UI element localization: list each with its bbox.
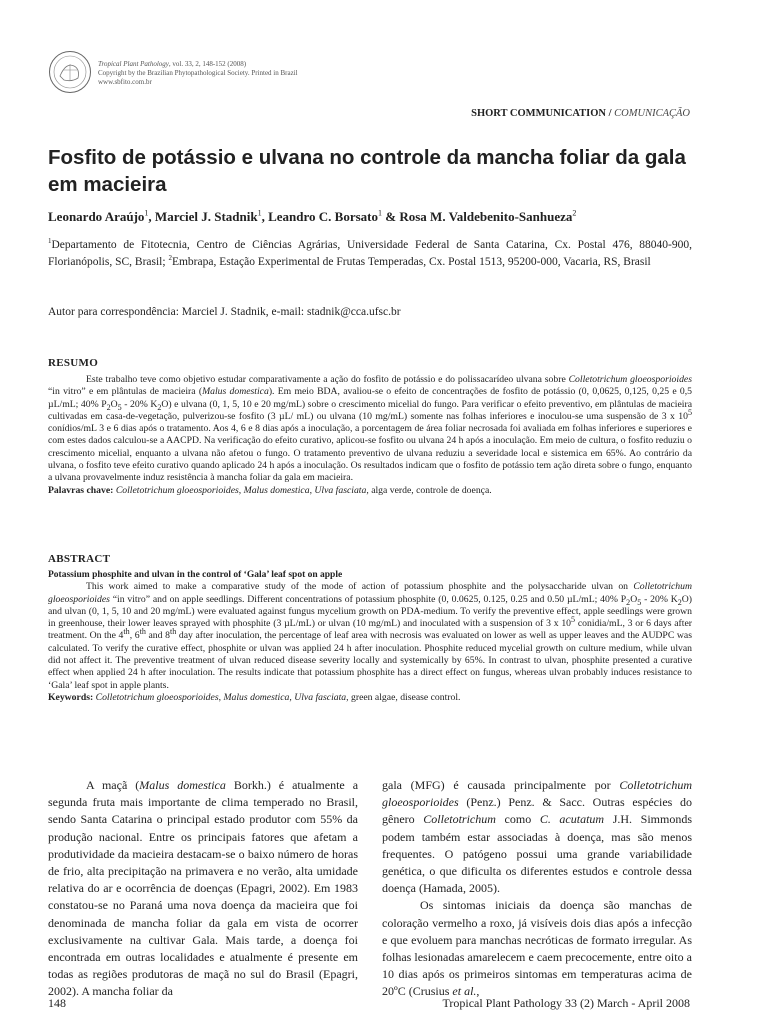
author-sup: 1 xyxy=(378,208,383,218)
resumo-body xyxy=(48,374,692,497)
section-type-en: SHORT COMMUNICATION xyxy=(471,108,606,119)
author-sup: 1 xyxy=(257,208,262,218)
journal-url: www.sbfito.com.br xyxy=(98,78,152,86)
correspondence: Autor para correspondência: Marciel J. Stadnik, e-mail: stadnik@cca.ufsc.br xyxy=(48,306,401,318)
section-type-pt: COMUNICAÇÃO xyxy=(614,108,690,119)
section-type-sep: / xyxy=(605,108,615,119)
affiliation-1: Departamento de Fitotecnia, Centro de Ciências Agrárias, Universidade Federal de Santa Catarina, Cx. Postal 476, 88040-900, Florianópolis, SC, Brasil; xyxy=(48,239,692,268)
aff-sup: 1 xyxy=(48,237,52,246)
author-sep: , xyxy=(148,209,155,224)
resumo-heading: RESUMO xyxy=(48,357,99,369)
section-type xyxy=(471,108,690,119)
author: Rosa M. Valdebenito-Sanhueza xyxy=(399,209,573,224)
abstract-keywords: Keywords: Colletotrichum gloeosporioides, Malus domestica, Ulva fasciata, green algae, disease control. xyxy=(48,691,461,703)
footer-journal-info: Tropical Plant Pathology 33 (2) March - April 2008 xyxy=(442,996,690,1010)
author: Leandro C. Borsato xyxy=(268,209,379,224)
paper-title: Fosfito de potássio e ulvana no controle da mancha foliar da gala em macieira xyxy=(48,146,686,196)
body-column-right xyxy=(382,777,692,1001)
author-sep: & xyxy=(382,209,400,224)
society-logo xyxy=(48,50,92,94)
body-paragraph: Os sintomas iniciais da doença são manchas de coloração vermelho a roxo, já visíveis dois dias após a infecção e que evoluem para manchas necróticas de formato irregular. As folhas lesionadas amarelecem e caem precocemente, entre oito a 10 dias após os primeiros sintomas em temperaturas acima de 20ºC (Crusius et al., xyxy=(382,898,692,999)
author: Leonardo Araújo xyxy=(48,209,145,224)
journal-name: Tropical Plant Pathology xyxy=(98,60,169,68)
abstract-subheading: Potassium phosphite and ulvan in the control of ‘Gala’ leaf spot on apple xyxy=(48,570,343,580)
abstract-body xyxy=(48,569,692,704)
citation: , vol. 33, 2, 148-152 (2008) xyxy=(168,60,247,68)
abstract-heading: ABSTRACT xyxy=(48,553,111,565)
body-column-left xyxy=(48,777,358,1001)
author-sup: 2 xyxy=(572,208,577,218)
author: Marciel J. Stadnik xyxy=(154,209,258,224)
journal-header xyxy=(98,60,298,87)
resumo-paragraph: Este trabalho teve como objetivo estudar comparativamente a ação do fosfito de potássio e do polissacarídeo ulvana sobre Colletotrichum gloeosporioides “in vitro” e em plântulas de macieira (Malus domestica). Em meio BDA, avaliou-se o efeito de concentrações de fosfito de potássio (0, 0,0625, 0,125, 0,25 e 0,5 µL/mL; 40% $P_2O_5 - 20\%$ $K_2O$) e ulvana (0, 1, 5, 10 e 20 mg/mL) sobre o crescimento micelial do fungo. Para verificar o efeito preventivo, em plântulas de macieira cultivadas em casa-de-vegetação, pulverizou-se fosfito (3 µL/ mL) ou ulvana (10 mg/mL) somente nas folhas inferiores e inoculou-se uma suspensão de 3 x $10^5$ conídios/mL 3 e 6 dias após o tratamento. Aos 4, 6 e 8 dias após a inoculação, a porcentagem de área foliar necrosada foi avaliada em folhas inferiores e superiores e com estes dados calculou-se a AACPD. Na verificação do efeito curativo, aplicou-se fosfito ou ulvana 24 h após a inoculação. Em meio de cultura, o fosfito reduziu o crescimento micelial, enquanto a ulvana não afetou o fungo. O tratamento preventivo de ulvana reduziu a severidade local e sistemica em 65%. Ao contrário da ulvana, o fosfito teve efeito curativo quando aplicado 24 h após a inoculação. Os resultados indicam que o fosfito de potássio tem ação direta sobre o fungo, enquanto a ulvana provavelmente induz resistência à mancha foliar da gala em macieira. xyxy=(48,374,693,484)
aff-sup: 2 xyxy=(168,254,172,263)
author-list xyxy=(48,209,576,225)
affiliation-2: Embrapa, Estação Experimental de Frutas Temperadas, Cx. Postal 1513, 95200-000, Vacaria, RS, Brasil xyxy=(171,256,651,268)
body-paragraph: gala (MFG) é causada principalmente por Colletotrichum gloeosporioides (Penz.) Penz. & Sacc. Outras espécies do gênero Colletotrichum como C. acutatum J.H. Simmonds podem também estar associadas à doença, mas são menos frequentes. O patógeno possui uma grande variabilidade genética, o que dificulta os diferentes estudos e controle dessa doença (Hamada, 2005). xyxy=(382,778,692,896)
author-sep: , xyxy=(261,209,269,224)
author-sup: 1 xyxy=(144,208,149,218)
copyright: Copyright by the Brazilian Phytopathological Society. Printed in Brazil xyxy=(98,69,298,77)
abstract-paragraph: This work aimed to make a comparative study of the mode of action of potassium phosphite and the polysaccharide ulvan on Colletotrichum gloeosporioides “in vitro” and on apple seedlings. Different concentrations of potassium phosphite (0, 0.0625, 0.125, 0.25 and 0.50 µL/mL; 40% $P_2O_5 - 20\%$ $K_2O$) and ulvan (0, 1, 5, 10 and 20 mg/mL) were evaluated against fungus mycelium growth on PDA-medium. To verify the preventive effect, apple seedlings were grown in greenhouse, their lower leaves sprayed with phosphite (3 µL/mL) or ulvan (10 mg/mL) and inoculated with a suspension of 3 x $10^5$ conidia/mL, 3 or 6 days after treatment. On the 4th, 6th and 8th day after inoculation, the percentage of leaf area with necrosis was evaluated on lower as well as upper leaves and the AUDPC was calculated. To verify the curative effect, phosphite or ulvan was applied 24 h after inoculation. Phosphite reduced mycelial growth on culture medium, while ulvan did not affect it. The preventive treatment of ulvan reduced disease severity locally and systemically by 65%. In contrast to ulvan, phosphite presented a curative effect when applied 24 h after inoculation. The results indicate that potassium phosphite has a direct effect on fungus, whereas ulvan probably induces resistance to ‘Gala’ leaf spot in apple plants. xyxy=(48,581,693,691)
affiliations xyxy=(48,237,692,271)
resumo-keywords: Palavras chave: Colletotrichum gloeosporioides, Malus domestica, Ulva fasciata, alga verde, controle de doença. xyxy=(48,484,492,496)
body-paragraph: A maçã (Malus domestica Borkh.) é atualmente a segunda fruta mais importante de clima temperado no Brasil, sendo Santa Catarina o principal estado produtor com 55% da produção nacional. Entre os principais fatores que afetam a produtividade da macieira destacam-se o baixo número de horas de frio, alta precipitação na primavera e no verão, alta umidade relativa do ar e ocorrência de doenças (Epagri, 2002). Em 1983 constatou-se no Paraná uma nova doença da macieira que foi denominada de mancha foliar da gala em vista de ocorrer exclusivamente na cultivar Gala. Mais tarde, a doença foi encontrada em outras localidades e atualmente é presente em todas as regiões produtoras de maçã no sul do Brasil (Epagri, 2002). A mancha foliar da xyxy=(48,778,359,999)
page-number: 148 xyxy=(48,996,66,1010)
